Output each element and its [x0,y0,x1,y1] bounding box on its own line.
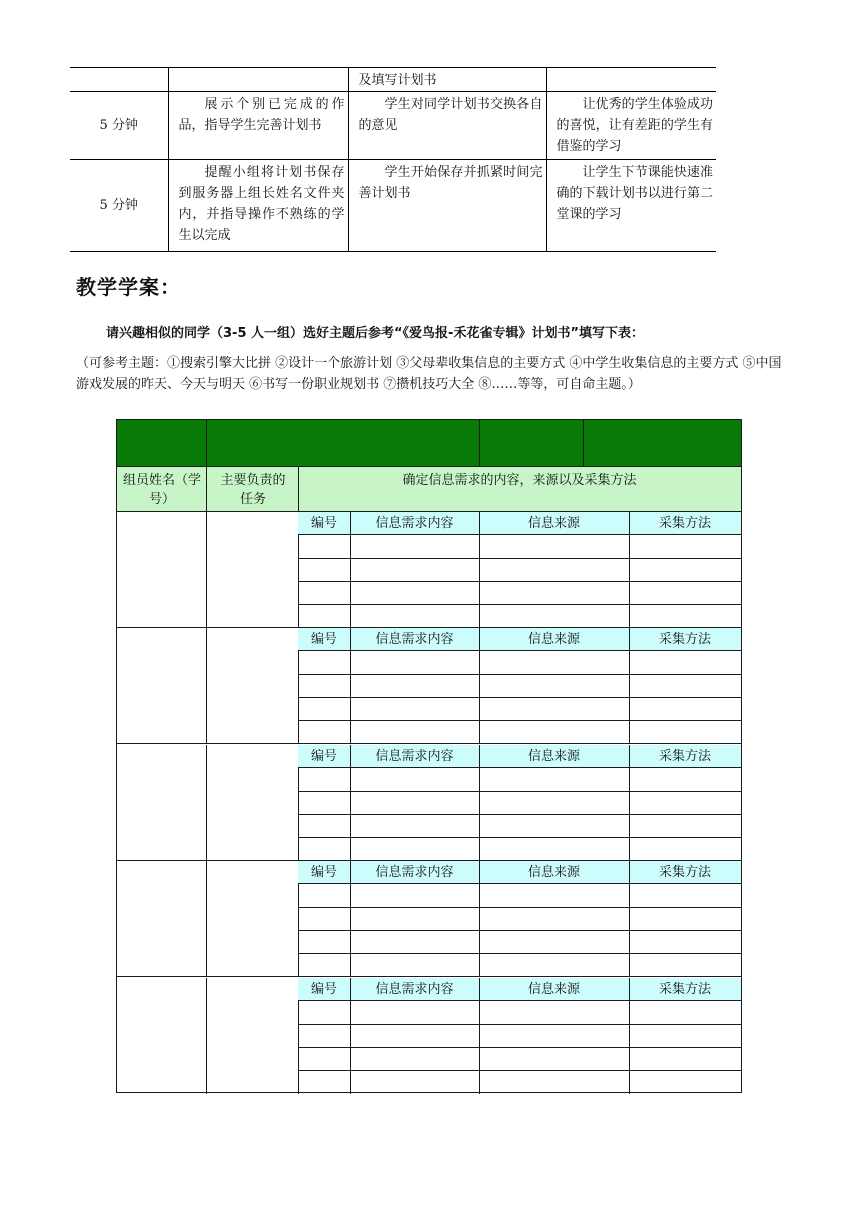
subheader-content: 信息需求内容 [375,865,454,881]
info-entry-cell[interactable] [299,814,350,836]
info-entry-cell[interactable] [351,1070,479,1092]
info-entry-cell[interactable] [299,535,350,557]
subheader-content: 信息需求内容 [375,632,454,648]
table-row [70,92,716,160]
worksheet-title-row [117,420,741,467]
design-purpose-cell: 让优秀的学生体验成功的喜悦，让有差距的学生有借鉴的学习 [546,92,716,160]
info-entry-cell[interactable] [480,651,629,673]
member-group [117,861,741,977]
info-entry-cell[interactable] [299,604,350,626]
info-entry-cell[interactable] [630,697,741,719]
worksheet-header-row [117,467,741,512]
subheader-content: 信息需求内容 [375,516,454,531]
subheader-method: 采集方法 [658,632,711,648]
subheader-number: 编号 [310,865,337,881]
design-purpose-cell [546,68,716,92]
section-title: 教学学案： [76,275,181,299]
info-entry-cell[interactable] [630,837,741,859]
info-entry-cell[interactable] [480,814,629,836]
info-entry-cell[interactable] [299,651,350,673]
info-entry-cell[interactable] [299,837,350,859]
time-cell: 5 分钟 [70,160,168,252]
student-activity-cell: 学生开始保存并抓紧时间完善计划书 [348,160,546,252]
info-entry-cell[interactable] [630,535,741,557]
main-task-cell[interactable] [207,978,298,1094]
info-entry-cell[interactable] [630,1001,741,1023]
info-entry-cell[interactable] [299,884,350,906]
main-task-cell[interactable] [207,512,298,627]
subheader-source: 信息来源 [527,632,580,648]
info-entry-cell[interactable] [630,814,741,836]
info-entry-cell[interactable] [630,720,741,742]
info-entry-cell[interactable] [351,930,479,952]
topic-suggestions: （可参考主题：①搜索引擎大比拼 ②设计一个旅游计划 ③父母辈收集信息的主要方式 ④中学生收集信息的主要方式 ⑤中国游戏发展的昨天、今天与明天 ⑥书写一份职业规划书 ⑦攒机技巧大全 ⑧……等等，可自命主题。） [76,356,782,392]
info-entry-cell[interactable] [299,953,350,975]
teacher-activity-cell: 提醒小组将计划书保存到服务器上组长姓名文件夹内，并指导操作不熟练的学生以完成 [168,160,348,252]
info-entry-cell[interactable] [299,1047,350,1069]
info-entry-cell[interactable] [630,884,741,906]
main-task-cell[interactable] [207,745,298,860]
subheader-source: 信息来源 [527,981,580,997]
info-entry-cell[interactable] [299,720,350,742]
info-entry-cell[interactable] [351,558,479,580]
info-entry-cell[interactable] [299,558,350,580]
info-entry-cell[interactable] [351,720,479,742]
subheader-method: 采集方法 [658,865,711,881]
info-entry-cell[interactable] [630,651,741,673]
info-entry-cell[interactable] [351,768,479,790]
teacher-activity-cell [168,68,348,92]
info-entry-cell[interactable] [630,907,741,929]
info-entry-cell[interactable] [480,535,629,557]
info-entry-cell[interactable] [630,558,741,580]
subheader-method: 采集方法 [658,981,711,997]
member-name-cell[interactable] [117,861,206,976]
info-entry-cell[interactable] [480,953,629,975]
subheader-method: 采集方法 [658,516,711,531]
info-entry-cell[interactable] [351,674,479,696]
info-entry-cell[interactable] [351,1024,479,1046]
member-group [117,745,741,861]
info-entry-cell[interactable] [480,1024,629,1046]
info-entry-cell[interactable] [480,768,629,790]
info-entry-cell[interactable] [480,1047,629,1069]
info-entry-cell[interactable] [480,930,629,952]
table-row [70,68,716,92]
subheader-content: 信息需求内容 [375,981,454,997]
time-cell: 5 分钟 [70,92,168,160]
main-task-cell[interactable] [207,861,298,976]
info-entry-cell[interactable] [630,768,741,790]
info-entry-cell[interactable] [351,907,479,929]
info-entry-cell[interactable] [351,697,479,719]
info-entry-cell[interactable] [299,791,350,813]
plan-worksheet-table [116,419,742,1093]
subheader-number: 编号 [310,632,337,648]
member-name-cell[interactable] [117,978,206,1094]
info-entry-cell[interactable] [351,791,479,813]
info-entry-cell[interactable] [299,581,350,603]
info-entry-cell[interactable] [351,814,479,836]
info-entry-cell[interactable] [630,1070,741,1092]
info-entry-cell[interactable] [351,884,479,906]
main-task-header: 主要负责的任务 [220,473,286,507]
info-entry-cell[interactable] [299,930,350,952]
info-entry-cell[interactable] [351,604,479,626]
member-group [117,512,741,628]
info-entry-cell[interactable] [630,581,741,603]
member-group [117,628,741,744]
info-entry-cell[interactable] [299,907,350,929]
main-task-cell[interactable] [207,628,298,743]
subheader-number: 编号 [310,981,337,997]
subheader-source: 信息来源 [527,516,580,531]
info-entry-cell[interactable] [630,604,741,626]
design-purpose-cell: 让学生下节课能快速准确的下载计划书以进行第二堂课的学习 [546,160,716,252]
info-entry-cell[interactable] [480,697,629,719]
member-name-cell[interactable] [117,628,206,743]
info-entry-cell[interactable] [351,1047,479,1069]
info-entry-cell[interactable] [480,1070,629,1092]
info-entry-cell[interactable] [630,674,741,696]
student-activity-cell: 及填写计划书 [348,68,546,92]
info-entry-cell[interactable] [351,953,479,975]
member-name-header: 组员姓名（学号） [123,473,202,507]
info-entry-cell[interactable] [299,1024,350,1046]
instruction-text: 请兴趣相似的同学（3-5 人一组）选好主题后参考“《爱鸟报-禾花雀专辑》计划书”填写下表： [106,326,644,341]
info-entry-cell[interactable] [299,1070,350,1092]
info-entry-cell[interactable] [630,1024,741,1046]
subheader-number: 编号 [310,516,337,531]
info-entry-cell[interactable] [351,1001,479,1023]
info-entry-cell[interactable] [351,837,479,859]
info-entry-cell[interactable] [299,768,350,790]
info-entry-cell[interactable] [630,1047,741,1069]
subheader-number: 编号 [310,748,337,764]
info-entry-cell[interactable] [480,791,629,813]
info-entry-cell[interactable] [480,907,629,929]
member-name-cell[interactable] [117,745,206,860]
subheader-source: 信息来源 [527,865,580,881]
time-cell [70,68,168,92]
subheader-content: 信息需求内容 [375,748,454,764]
info-entry-cell[interactable] [630,791,741,813]
info-entry-cell[interactable] [299,1001,350,1023]
info-entry-cell[interactable] [480,604,629,626]
member-group [117,978,741,1094]
info-entry-cell[interactable] [480,884,629,906]
subheader-method: 采集方法 [658,748,711,764]
subheader-source: 信息来源 [527,748,580,764]
info-requirement-header: 确定信息需求的内容，来源以及采集方法 [402,473,637,488]
student-activity-cell: 学生对同学计划书交换各自的意见 [348,92,546,160]
info-entry-cell[interactable] [480,1001,629,1023]
info-entry-cell[interactable] [480,558,629,580]
info-entry-cell[interactable] [299,697,350,719]
info-entry-cell[interactable] [480,674,629,696]
table-row [70,160,716,252]
lesson-process-table [70,67,716,252]
info-entry-cell[interactable] [351,581,479,603]
info-entry-cell[interactable] [351,535,479,557]
info-entry-cell[interactable] [630,930,741,952]
info-entry-cell[interactable] [480,581,629,603]
info-entry-cell[interactable] [351,651,479,673]
info-entry-cell[interactable] [480,720,629,742]
teacher-activity-cell: 展示个别已完成的作品，指导学生完善计划书 [168,92,348,160]
member-name-cell[interactable] [117,512,206,627]
info-entry-cell[interactable] [480,837,629,859]
info-entry-cell[interactable] [630,953,741,975]
info-entry-cell[interactable] [299,674,350,696]
